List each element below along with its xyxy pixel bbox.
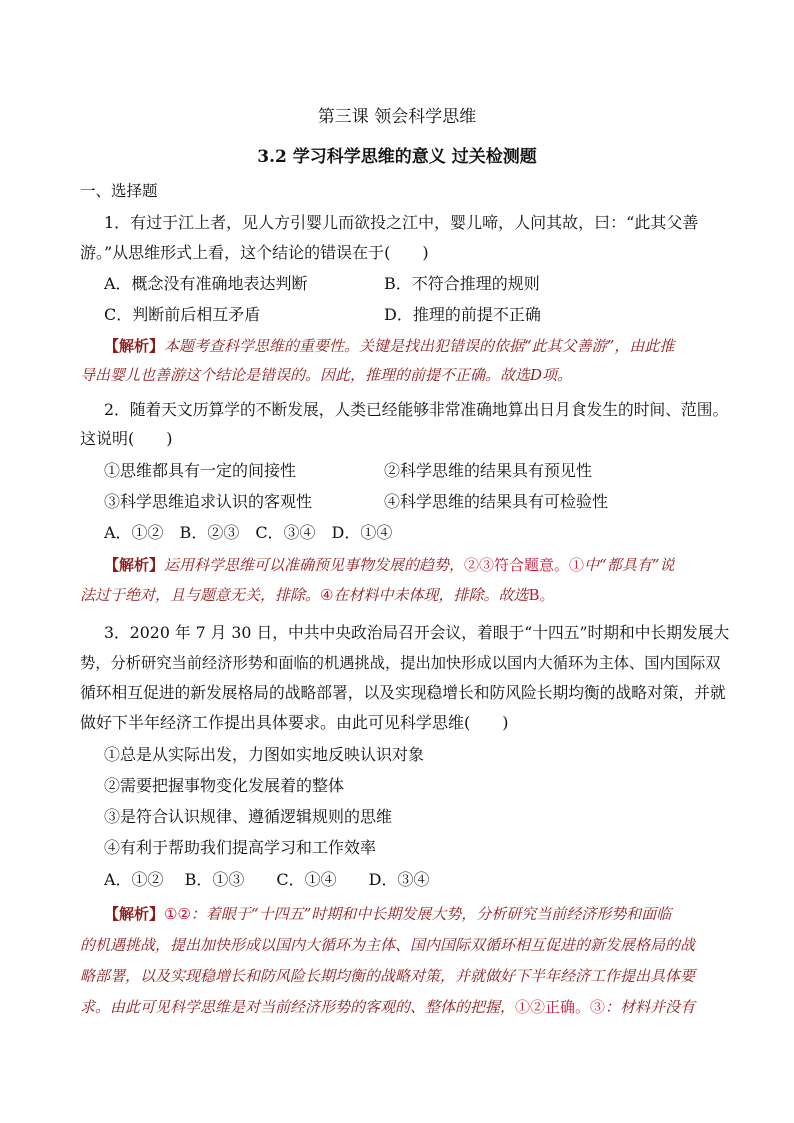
analysis-text: 求。由此可见科学思维是对当前经济形势的客观的、整体的把握， [80,998,516,1016]
question-1-line-1: 1．有过于江上者，见人方引婴儿而欲投之江中，婴儿啼，人问其故，曰：“此其父善 [104,213,699,232]
question-2-line-2: 这说明( ) [80,429,173,448]
page-title: 3.2 学习科学思维的意义 过关检测题 [257,147,537,167]
question-2-item-1: ①思维都具有一定的间接性 [104,461,297,480]
question-3-line-2: 势，分析研究当前经济形势和面临的机遇挑战，提出加快形成以国内大循环为主体、国内国际双 [80,654,721,672]
question-2-item-3: ③科学思维追求认识的客观性 [104,492,313,511]
question-3-analysis-line-2: 的机遇挑战，提出加快形成以国内大循环为主体、国内国际双循环相互促进的新发展格局的战 [80,936,696,954]
question-1-option-b: B．不符合推理的规则 [384,274,540,293]
analysis-tag: 【解析】 [104,337,165,355]
question-1-option-a: A．概念没有准确地表达判断 [104,274,308,293]
question-3-analysis-line-4 [80,996,695,1018]
analysis-highlight: B。 [528,586,555,604]
question-2-line-1: 2．随着天文历算学的不断发展，人类已经能够非常准确地算出日月食发生的时间、范围。 [104,400,729,419]
question-3-analysis-line-1 [104,903,671,925]
question-3-item-4: ④有利于帮助我们提高学习和工作效率 [104,838,377,857]
lesson-title: 第三课 领会科学思维 [317,107,477,127]
analysis-text: ：着眼于“十四五”时期和中长期发展大势，分析研究当前经济形势和面临 [190,905,672,923]
question-2-analysis-line-1 [104,554,674,576]
analysis-highlight: ②③符合题意。① [464,556,585,574]
analysis-highlight: ①②正确。③ [515,998,606,1016]
question-2-item-2: ②科学思维的结果具有预见性 [384,461,593,480]
question-1-option-d: D．推理的前提不正确 [384,305,541,324]
question-3-item-1: ①总是从实际出发，力图如实地反映认识对象 [104,745,425,764]
analysis-text: ：材料并没有 [605,998,696,1016]
analysis-text: 在材料中未体现，排除。故选 [333,586,529,604]
analysis-text: 运用科学思维可以准确预见事物发展的趋势， [164,556,465,574]
analysis-tag: 【解析】 [104,905,165,923]
section-heading: 一、选择题 [80,182,158,200]
analysis-tag: 【解析】 [104,556,165,574]
question-3-item-2: ②需要把握事物变化发展着的整体 [104,776,345,795]
question-3-line-3: 循环相互促进的新发展格局的战略部署，以及实现稳增长和防风险长期均衡的战略对策，并就 [80,683,726,702]
analysis-highlight: ①② [164,905,191,923]
question-2-item-4: ④科学思维的结果具有可检验性 [384,492,609,511]
question-2-analysis-line-2 [80,584,555,606]
question-1-line-2: 游。”从思维形式上看，这个结论的错误在于( ) [80,243,429,262]
question-3-analysis-line-3: 略部署，以及实现稳增长和防风险长期均衡的战略对策，并就做好下半年经济工作提出具体要 [80,967,696,985]
question-3-line-4: 做好下半年经济工作提出具体要求。由此可见科学思维( ) [80,713,509,732]
question-1-analysis-line-1 [104,335,674,357]
question-1-analysis-line-2: 导出婴儿也善游这个结论是错误的。因此，推理的前提不正确。故选D项。 [80,366,573,384]
analysis-highlight: ④ [320,586,334,604]
question-1-option-c: C．判断前后相互矛盾 [104,305,261,324]
question-3-options: A．①② B．①③ C．①④ D．③④ [104,870,430,889]
question-3-item-3: ③是符合认识规律、遵循逻辑规则的思维 [104,807,393,826]
analysis-text: 法过于绝对，且与题意无关，排除。 [80,586,321,604]
analysis-text: 中“都具有”说 [584,556,675,574]
question-3-line-1: 3．2020 年 7 月 30 日，中共中央政治局召开会议，着眼于“十四五”时期和中长期发展大 [104,623,730,642]
analysis-text: 本题考查科学思维的重要性。关键是找出犯错误的依据“此其父善游”，由此推 [164,337,675,355]
question-2-options: A．①② B．②③ C．③④ D．①④ [104,523,393,542]
